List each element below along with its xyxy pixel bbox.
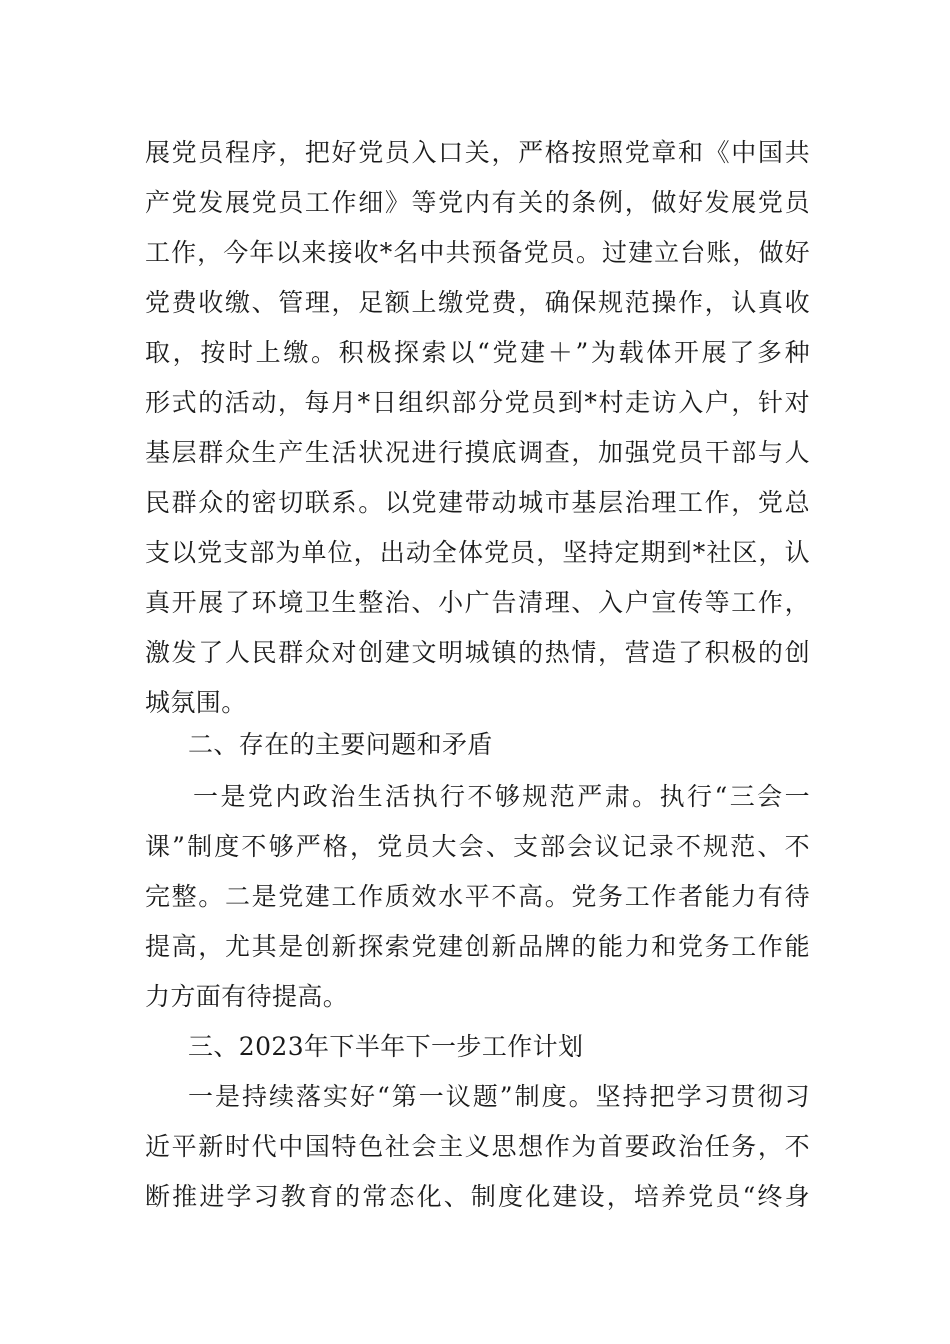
- text-line: 完整。二是党建工作质效水平不高。党务工作者能力有待: [145, 882, 810, 911]
- text-line: 展党员程序，把好党员入口关，严格按照党章和《中国共: [145, 138, 810, 167]
- text-line: 一是党内政治生活执行不够规范严肃。执行“三会一: [193, 782, 810, 811]
- text-line: 城氛围。: [145, 688, 247, 717]
- text-line: 近平新时代中国特色社会主义思想作为首要政治任务，不: [145, 1132, 810, 1161]
- text-line: 提高，尤其是创新探索党建创新品牌的能力和党务工作能: [145, 932, 810, 961]
- text-line: 断推进学习教育的常态化、制度化建设，培养党员“终身: [145, 1182, 810, 1211]
- text-line: 取，按时上缴。积极探索以“党建＋”为载体开展了多种: [145, 338, 810, 367]
- text-line: 支以党支部为单位，出动全体党员，坚持定期到*社区，认: [145, 538, 810, 567]
- text-line: 产党发展党员工作细》等党内有关的条例，做好发展党员: [145, 188, 810, 217]
- section-heading: 二、存在的主要问题和矛盾: [188, 730, 493, 759]
- text-line: 一是持续落实好“第一议题”制度。坚持把学习贯彻习: [188, 1082, 810, 1111]
- text-line: 工作，今年以来接收*名中共预备党员。过建立台账，做好: [145, 238, 810, 267]
- text-line: 形式的活动，每月*日组织部分党员到*村走访入户，针对: [145, 388, 810, 417]
- text-line: 民群众的密切联系。以党建带动城市基层治理工作，党总: [145, 488, 810, 517]
- text-line: 真开展了环境卫生整治、小广告清理、入户宣传等工作，: [145, 588, 810, 617]
- text-line: 力方面有待提高。: [145, 982, 349, 1011]
- text-line: 基层群众生产生活状况进行摸底调查，加强党员干部与人: [145, 438, 810, 467]
- section-heading: 三、2023年下半年下一步工作计划: [188, 1032, 584, 1061]
- text-line: 激发了人民群众对创建文明城镇的热情，营造了积极的创: [145, 638, 810, 667]
- text-line: 课”制度不够严格，党员大会、支部会议记录不规范、不: [145, 832, 810, 861]
- text-line: 党费收缴、管理，足额上缴党费，确保规范操作，认真收: [145, 288, 810, 317]
